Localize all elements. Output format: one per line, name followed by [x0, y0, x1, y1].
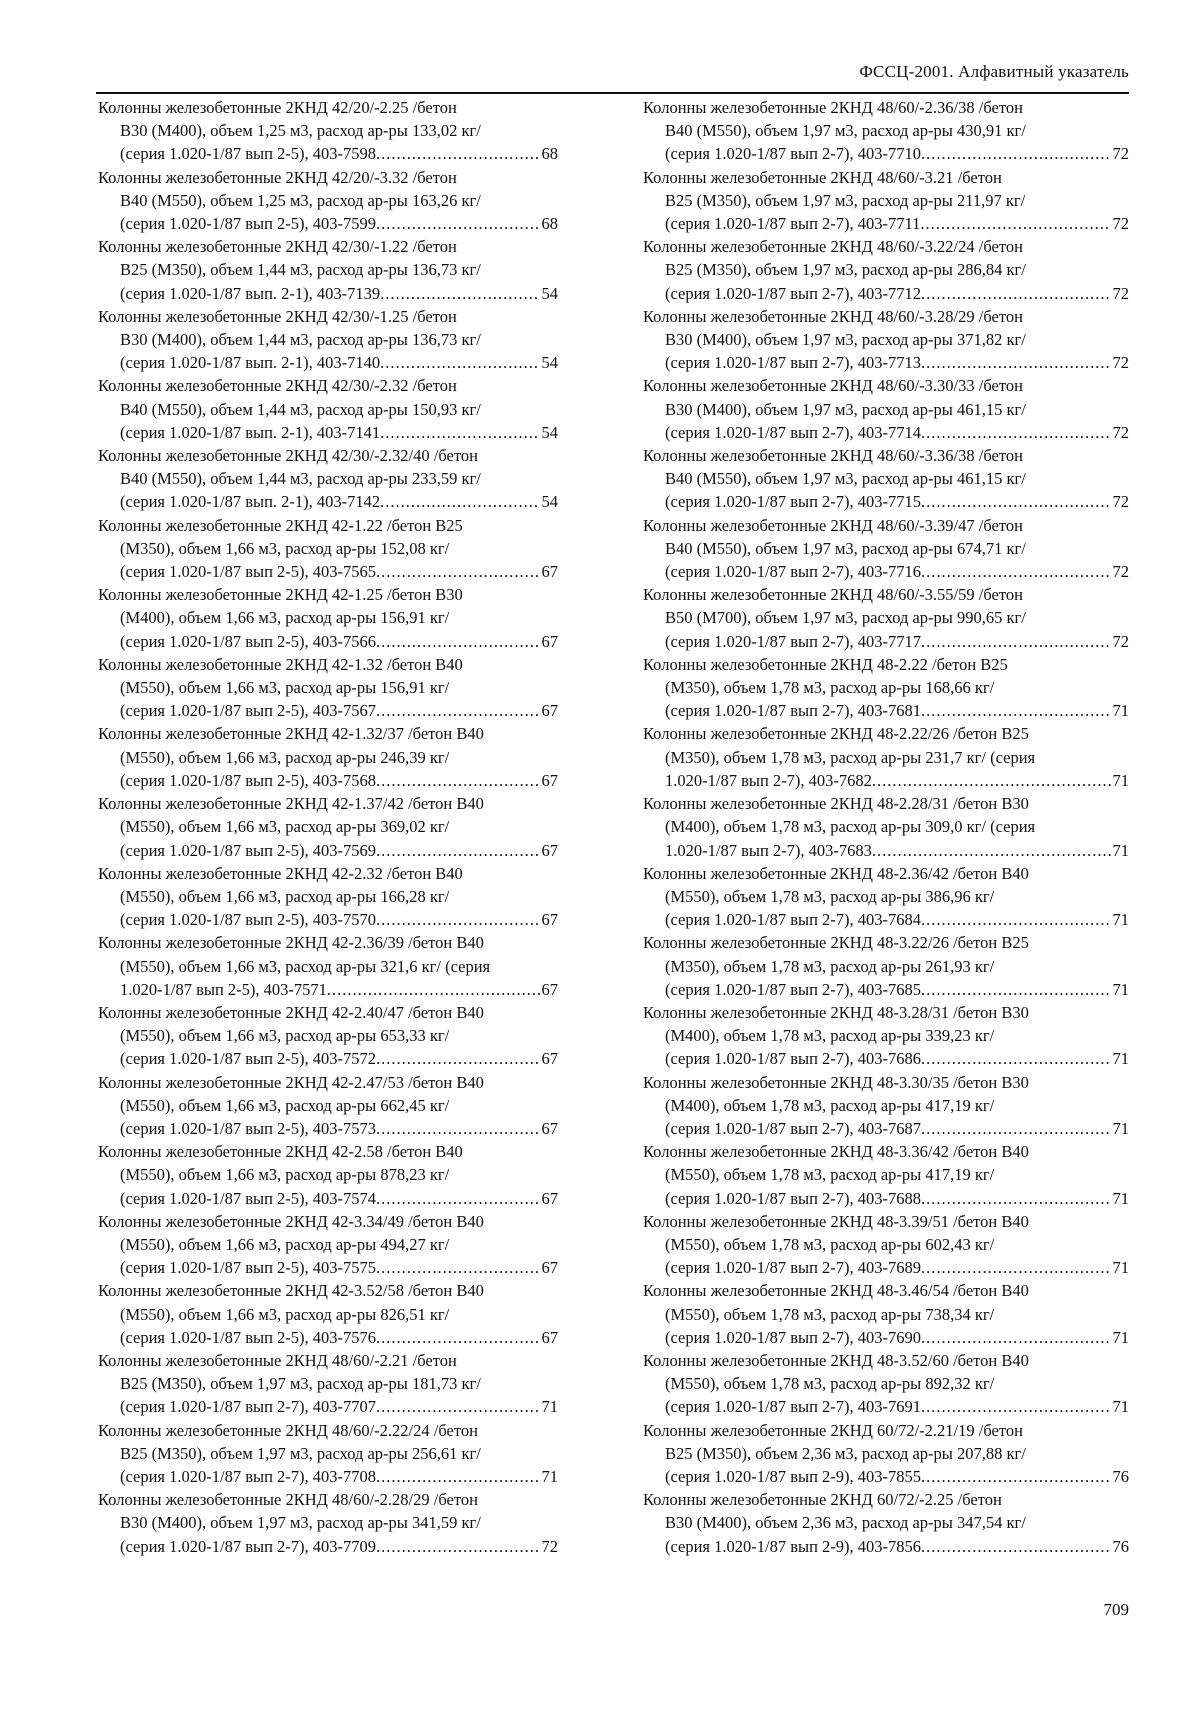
entry-title-line: Колонны железобетонные 2КНД 60/72/-2.25 /бетон	[643, 1490, 1002, 1510]
entry-title-line: Колонны железобетонные 2КНД 48-3.28/31 /бетон В30	[643, 1002, 1029, 1022]
entry-detail-line: (М550), объем 1,78 м3, расход ар-ры 386,96 кг/	[665, 886, 995, 906]
entry-title-line: Колонны железобетонные 2КНД 48/60/-3.21 /бетон	[643, 167, 1002, 187]
index-entry	[643, 1419, 1129, 1489]
index-entry	[98, 1001, 558, 1071]
dot-leader	[920, 212, 1110, 235]
index-entry	[643, 444, 1129, 514]
index-entry	[98, 444, 558, 514]
entry-title-line: Колонны железобетонные 2КНД 48/60/-3.28/29 /бетон	[643, 306, 1023, 326]
dot-leader	[921, 1395, 1110, 1418]
entry-page-number: 72	[1112, 353, 1129, 373]
index-entry	[643, 1001, 1129, 1071]
entry-page-number: 71	[1112, 770, 1129, 790]
entry-detail-line: В30 (М400), объем 1,44 м3, расход ар-ры 136,73 кг/	[120, 330, 481, 350]
entry-reference-line	[643, 1465, 1129, 1488]
index-entry	[98, 96, 558, 166]
entry-title-line: Колонны железобетонные 2КНД 42-2.58 /бетон В40	[98, 1142, 463, 1162]
entry-page-number: 67	[541, 840, 558, 860]
entry-reference-line	[98, 699, 558, 722]
entry-series-code: (серия 1.020-1/87 вып 2-7), 403-7716	[665, 562, 922, 582]
index-entry	[643, 583, 1129, 653]
entry-detail-line: В25 (М350), объем 1,97 м3, расход ар-ры 181,73 кг/	[120, 1374, 481, 1394]
dot-leader	[376, 908, 539, 931]
entry-page-number: 54	[541, 283, 558, 303]
entry-reference-line	[98, 1465, 558, 1488]
entry-page-number: 71	[1112, 1397, 1129, 1417]
entry-title-line: Колонны железобетонные 2КНД 42/20/-2.25 /бетон	[98, 98, 457, 117]
dot-leader	[921, 1326, 1110, 1349]
index-entry	[643, 722, 1129, 792]
entry-detail-line: В40 (М550), объем 1,97 м3, расход ар-ры 430,91 кг/	[665, 121, 1026, 141]
index-entry	[643, 235, 1129, 305]
entry-reference-line	[98, 1256, 558, 1279]
page-number: 709	[1103, 1600, 1129, 1619]
dot-leader	[380, 421, 539, 444]
entry-series-code: (серия 1.020-1/87 вып 2-5), 403-7568	[120, 770, 377, 790]
entry-series-code: (серия 1.020-1/87 вып 2-5), 403-7576	[120, 1327, 377, 1347]
index-entry	[98, 1140, 558, 1210]
entry-detail-line: (М550), объем 1,78 м3, расход ар-ры 892,32 кг/	[665, 1374, 995, 1394]
dot-leader	[921, 142, 1110, 165]
dot-leader	[872, 839, 1111, 862]
entry-reference-line	[98, 1187, 558, 1210]
dot-leader	[921, 978, 1110, 1001]
entry-series-code: 1.020-1/87 вып 2-5), 403-7571	[120, 979, 327, 999]
entry-detail-line: В40 (М550), объем 1,44 м3, расход ар-ры 233,59 кг/	[120, 469, 481, 489]
entry-reference-line	[643, 1326, 1129, 1349]
entry-title-line: Колонны железобетонные 2КНД 42-1.25 /бетон В30	[98, 585, 463, 605]
dot-leader	[921, 699, 1110, 722]
entry-series-code: (серия 1.020-1/87 вып 2-5), 403-7573	[120, 1118, 377, 1138]
entry-page-number: 72	[1112, 631, 1129, 651]
entry-title-line: Колонны железобетонные 2КНД 42/20/-3.32 /бетон	[98, 167, 457, 187]
index-entry	[98, 305, 558, 375]
entry-reference-line	[643, 908, 1129, 931]
index-entry	[98, 1279, 558, 1349]
entry-detail-line: (М550), объем 1,66 м3, расход ар-ры 662,45 кг/	[120, 1095, 450, 1115]
entry-title-line: Колонны железобетонные 2КНД 42-2.47/53 /бетон В40	[98, 1072, 484, 1092]
entry-detail-line: В30 (М400), объем 1,97 м3, расход ар-ры 341,59 кг/	[120, 1513, 481, 1533]
entry-page-number: 67	[541, 770, 558, 790]
entry-detail-line: (М400), объем 1,78 м3, расход ар-ры 339,23 кг/	[665, 1026, 995, 1046]
dot-leader	[327, 978, 540, 1001]
entry-page-number: 76	[1112, 1466, 1129, 1486]
dot-leader	[376, 212, 539, 235]
entry-reference-line	[98, 351, 558, 374]
entry-detail-line: (М550), объем 1,66 м3, расход ар-ры 246,39 кг/	[120, 747, 450, 767]
entry-series-code: (серия 1.020-1/87 вып 2-7), 403-7707	[120, 1397, 377, 1417]
entry-title-line: Колонны железобетонные 2КНД 48/60/-3.39/47 /бетон	[643, 515, 1023, 535]
entry-series-code: (серия 1.020-1/87 вып 2-7), 403-7685	[665, 979, 922, 999]
entry-series-code: 1.020-1/87 вып 2-7), 403-7683	[665, 840, 872, 860]
entry-title-line: Колонны железобетонные 2КНД 42/30/-1.25 /бетон	[98, 306, 457, 326]
entry-title-line: Колонны железобетонные 2КНД 42-1.37/42 /бетон В40	[98, 794, 484, 814]
entry-detail-line: В30 (М400), объем 1,97 м3, расход ар-ры 461,15 кг/	[665, 399, 1026, 419]
entry-page-number: 67	[541, 1049, 558, 1069]
index-entry	[643, 1488, 1129, 1558]
entry-title-line: Колонны железобетонные 2КНД 42-2.32 /бетон В40	[98, 863, 463, 883]
entry-series-code: (серия 1.020-1/87 вып 2-5), 403-7575	[120, 1258, 377, 1278]
entry-reference-line	[98, 839, 558, 862]
entry-reference-line	[643, 1047, 1129, 1070]
dot-leader	[380, 490, 539, 513]
entry-detail-line: (М550), объем 1,66 м3, расход ар-ры 653,33 кг/	[120, 1026, 450, 1046]
entry-page-number: 72	[1112, 422, 1129, 442]
entry-title-line: Колонны железобетонные 2КНД 48/60/-2.36/38 /бетон	[643, 98, 1023, 117]
entry-series-code: (серия 1.020-1/87 вып 2-7), 403-7714	[665, 422, 922, 442]
entry-page-number: 54	[541, 492, 558, 512]
entry-page-number: 71	[1112, 1118, 1129, 1138]
index-entry	[643, 374, 1129, 444]
entry-series-code: (серия 1.020-1/87 вып 2-5), 403-7566	[120, 631, 377, 651]
entry-detail-line: (М550), объем 1,78 м3, расход ар-ры 602,43 кг/	[665, 1234, 995, 1254]
entry-reference-line	[98, 769, 558, 792]
entry-detail-line: (М550), объем 1,66 м3, расход ар-ры 321,6 кг/ (серия	[120, 956, 491, 976]
entry-page-number: 71	[1112, 1258, 1129, 1278]
dot-leader	[921, 1535, 1110, 1558]
entry-series-code: (серия 1.020-1/87 вып 2-7), 403-7713	[665, 353, 922, 373]
entry-detail-line: (М550), объем 1,66 м3, расход ар-ры 369,02 кг/	[120, 817, 450, 837]
dot-leader	[921, 908, 1110, 931]
entry-page-number: 72	[1112, 144, 1129, 164]
entry-detail-line: (М550), объем 1,78 м3, расход ар-ры 738,34 кг/	[665, 1304, 995, 1324]
entry-series-code: (серия 1.020-1/87 вып 2-5), 403-7574	[120, 1188, 377, 1208]
entry-title-line: Колонны железобетонные 2КНД 48/60/-2.28/29 /бетон	[98, 1490, 478, 1510]
entry-page-number: 76	[1112, 1536, 1129, 1556]
entry-reference-line	[98, 1535, 558, 1558]
entry-title-line: Колонны железобетонные 2КНД 48/60/-2.22/24 /бетон	[98, 1420, 478, 1440]
entry-title-line: Колонны железобетонные 2КНД 42-1.22 /бетон В25	[98, 515, 463, 535]
entry-detail-line: (М350), объем 1,78 м3, расход ар-ры 231,7 кг/ (серия	[665, 747, 1036, 767]
index-entry	[98, 1071, 558, 1141]
entry-reference-line	[98, 908, 558, 931]
entry-title-line: Колонны железобетонные 2КНД 48-2.22 /бетон В25	[643, 654, 1008, 674]
dot-leader	[921, 1256, 1110, 1279]
entry-series-code: (серия 1.020-1/87 вып 2-7), 403-7687	[665, 1118, 922, 1138]
entry-reference-line	[643, 1187, 1129, 1210]
index-column-right	[643, 96, 1129, 1558]
dot-leader	[376, 1256, 539, 1279]
dot-leader	[872, 769, 1111, 792]
entry-page-number: 67	[541, 1188, 558, 1208]
entry-reference-line	[643, 699, 1129, 722]
dot-leader	[921, 421, 1110, 444]
entry-page-number: 68	[541, 144, 558, 164]
entry-reference-line	[643, 1535, 1129, 1558]
entry-series-code: (серия 1.020-1/87 вып 2-7), 403-7689	[665, 1258, 922, 1278]
entry-series-code: (серия 1.020-1/87 вып 2-7), 403-7681	[665, 701, 922, 721]
entry-series-code: (серия 1.020-1/87 вып 2-7), 403-7709	[120, 1536, 377, 1556]
entry-reference-line	[643, 282, 1129, 305]
entry-reference-line	[643, 421, 1129, 444]
entry-detail-line: В25 (М350), объем 1,97 м3, расход ар-ры 256,61 кг/	[120, 1443, 481, 1463]
entry-reference-line	[98, 421, 558, 444]
entry-page-number: 72	[541, 1536, 558, 1556]
entry-title-line: Колонны железобетонные 2КНД 48-3.39/51 /бетон В40	[643, 1211, 1029, 1231]
entry-page-number: 72	[1112, 283, 1129, 303]
entry-detail-line: (М550), объем 1,66 м3, расход ар-ры 156,91 кг/	[120, 678, 450, 698]
index-entry	[643, 96, 1129, 166]
entry-page-number: 71	[1112, 840, 1129, 860]
entry-series-code: (серия 1.020-1/87 вып 2-7), 403-7711	[665, 214, 921, 234]
entry-title-line: Колонны железобетонные 2КНД 42/30/-2.32/40 /бетон	[98, 446, 478, 466]
entry-title-line: Колонны железобетонные 2КНД 48/60/-3.22/24 /бетон	[643, 237, 1023, 257]
entry-detail-line: В25 (М350), объем 1,97 м3, расход ар-ры 211,97 кг/	[665, 190, 1026, 210]
entry-title-line: Колонны железобетонные 2КНД 48-3.30/35 /бетон В30	[643, 1072, 1029, 1092]
entry-title-line: Колонны железобетонные 2КНД 42/30/-1.22 /бетон	[98, 237, 457, 257]
entry-series-code: (серия 1.020-1/87 вып. 2-1), 403-7139	[120, 283, 381, 303]
entry-detail-line: (М400), объем 1,78 м3, расход ар-ры 417,19 кг/	[665, 1095, 995, 1115]
index-entry	[98, 1349, 558, 1419]
entry-page-number: 67	[541, 701, 558, 721]
entry-reference-line	[643, 1256, 1129, 1279]
entry-reference-line	[98, 282, 558, 305]
entry-detail-line: В40 (М550), объем 1,97 м3, расход ар-ры 674,71 кг/	[665, 538, 1026, 558]
entry-title-line: Колонны железобетонные 2КНД 48-2.36/42 /бетон В40	[643, 863, 1029, 883]
entry-page-number: 72	[1112, 492, 1129, 512]
index-entry	[98, 653, 558, 723]
entry-reference-line	[98, 1326, 558, 1349]
entry-series-code: (серия 1.020-1/87 вып 2-7), 403-7717	[665, 631, 922, 651]
index-entry	[643, 514, 1129, 584]
index-entry	[643, 1210, 1129, 1280]
entry-title-line: Колонны железобетонные 2КНД 48-2.22/26 /бетон В25	[643, 724, 1029, 744]
entry-title-line: Колонны железобетонные 2КНД 42-2.40/47 /бетон В40	[98, 1002, 484, 1022]
entry-series-code: (серия 1.020-1/87 вып 2-7), 403-7684	[665, 910, 922, 930]
entry-series-code: (серия 1.020-1/87 вып 2-5), 403-7598	[120, 144, 377, 164]
entry-reference-line	[98, 212, 558, 235]
index-entry	[643, 862, 1129, 932]
index-column-left	[98, 96, 558, 1558]
entry-reference-line	[98, 142, 558, 165]
entry-page-number: 72	[1112, 214, 1129, 234]
header-rule	[96, 92, 1129, 94]
entry-page-number: 71	[1112, 1049, 1129, 1069]
entry-page-number: 67	[541, 562, 558, 582]
entry-title-line: Колонны железобетонные 2КНД 48/60/-3.30/33 /бетон	[643, 376, 1023, 396]
dot-leader	[376, 1117, 539, 1140]
entry-detail-line: В30 (М400), объем 1,25 м3, расход ар-ры 133,02 кг/	[120, 121, 481, 141]
entry-page-number: 68	[541, 214, 558, 234]
dot-leader	[376, 839, 539, 862]
entry-page-number: 72	[1112, 562, 1129, 582]
index-entry	[98, 583, 558, 653]
index-entry	[98, 166, 558, 236]
entry-series-code: (серия 1.020-1/87 вып 2-7), 403-7691	[665, 1397, 922, 1417]
entry-detail-line: (М350), объем 1,78 м3, расход ар-ры 261,93 кг/	[665, 956, 995, 976]
entry-title-line: Колонны железобетонные 2КНД 48-3.46/54 /бетон В40	[643, 1281, 1029, 1301]
entry-series-code: (серия 1.020-1/87 вып. 2-1), 403-7140	[120, 353, 381, 373]
entry-detail-line: (М550), объем 1,66 м3, расход ар-ры 878,23 кг/	[120, 1165, 450, 1185]
index-entry	[98, 862, 558, 932]
entry-page-number: 71	[1112, 1327, 1129, 1347]
dot-leader	[376, 630, 539, 653]
dot-leader	[921, 1047, 1110, 1070]
entry-reference-line	[643, 212, 1129, 235]
entry-title-line: Колонны железобетонные 2КНД 42-2.36/39 /бетон В40	[98, 933, 484, 953]
dot-leader	[376, 1326, 539, 1349]
entry-reference-line	[98, 1047, 558, 1070]
entry-series-code: (серия 1.020-1/87 вып 2-5), 403-7565	[120, 562, 377, 582]
dot-leader	[376, 769, 539, 792]
entry-title-line: Колонны железобетонные 2КНД 60/72/-2.21/19 /бетон	[643, 1420, 1023, 1440]
entry-reference-line	[643, 978, 1129, 1001]
entry-detail-line: (М400), объем 1,66 м3, расход ар-ры 156,91 кг/	[120, 608, 450, 628]
index-entry	[98, 1419, 558, 1489]
dot-leader	[380, 282, 539, 305]
entry-page-number: 71	[541, 1466, 558, 1486]
index-entry	[98, 792, 558, 862]
dot-leader	[921, 490, 1110, 513]
entry-series-code: (серия 1.020-1/87 вып 2-7), 403-7686	[665, 1049, 922, 1069]
entry-series-code: (серия 1.020-1/87 вып 2-9), 403-7855	[665, 1466, 922, 1486]
index-entry	[98, 514, 558, 584]
entry-title-line: Колонны железобетонные 2КНД 48-3.36/42 /бетон В40	[643, 1142, 1029, 1162]
entry-page-number: 67	[541, 1327, 558, 1347]
index-entry	[98, 1488, 558, 1558]
dot-leader	[376, 1047, 539, 1070]
entry-page-number: 67	[541, 979, 558, 999]
dot-leader	[921, 560, 1110, 583]
index-entry	[643, 305, 1129, 375]
entry-detail-line: В40 (М550), объем 1,97 м3, расход ар-ры 461,15 кг/	[665, 469, 1026, 489]
dot-leader	[376, 1535, 539, 1558]
entry-detail-line: (М550), объем 1,66 м3, расход ар-ры 826,51 кг/	[120, 1304, 450, 1324]
entry-title-line: Колонны железобетонные 2КНД 48/60/-2.21 /бетон	[98, 1350, 457, 1370]
entry-title-line: Колонны железобетонные 2КНД 48-2.28/31 /бетон В30	[643, 794, 1029, 814]
index-entry	[98, 374, 558, 444]
index-entry	[98, 722, 558, 792]
entry-series-code: (серия 1.020-1/87 вып 2-9), 403-7856	[665, 1536, 922, 1556]
entry-reference-line	[643, 142, 1129, 165]
entry-title-line: Колонны железобетонные 2КНД 42-1.32/37 /бетон В40	[98, 724, 484, 744]
index-entry	[643, 1071, 1129, 1141]
entry-reference-line	[643, 490, 1129, 513]
index-entry	[643, 931, 1129, 1001]
entry-detail-line: В50 (М700), объем 1,97 м3, расход ар-ры 990,65 кг/	[665, 608, 1026, 628]
entry-reference-line	[643, 1395, 1129, 1418]
entry-series-code: (серия 1.020-1/87 вып 2-5), 403-7572	[120, 1049, 377, 1069]
entry-reference-line	[98, 490, 558, 513]
entry-detail-line: В30 (М400), объем 1,97 м3, расход ар-ры 371,82 кг/	[665, 330, 1026, 350]
entry-detail-line: (М550), объем 1,78 м3, расход ар-ры 417,19 кг/	[665, 1165, 995, 1185]
entry-series-code: (серия 1.020-1/87 вып 2-7), 403-7688	[665, 1188, 922, 1208]
entry-series-code: (серия 1.020-1/87 вып 2-7), 403-7690	[665, 1327, 922, 1347]
dot-leader	[380, 351, 539, 374]
entry-series-code: (серия 1.020-1/87 вып 2-5), 403-7599	[120, 214, 377, 234]
entry-series-code: (серия 1.020-1/87 вып. 2-1), 403-7142	[120, 492, 381, 512]
entry-reference-line	[98, 630, 558, 653]
entry-page-number: 71	[1112, 701, 1129, 721]
entry-series-code: (серия 1.020-1/87 вып 2-5), 403-7570	[120, 910, 377, 930]
entry-page-number: 54	[541, 422, 558, 442]
dot-leader	[921, 1117, 1110, 1140]
entry-page-number: 71	[1112, 979, 1129, 999]
entry-detail-line: (М400), объем 1,78 м3, расход ар-ры 309,0 кг/ (серия	[665, 817, 1036, 837]
entry-reference-line	[98, 560, 558, 583]
entry-reference-line	[643, 839, 1129, 862]
dot-leader	[376, 699, 539, 722]
entry-reference-line	[643, 630, 1129, 653]
entry-series-code: (серия 1.020-1/87 вып 2-7), 403-7710	[665, 144, 922, 164]
dot-leader	[921, 282, 1110, 305]
dot-leader	[376, 1465, 539, 1488]
entry-title-line: Колонны железобетонные 2КНД 48/60/-3.36/38 /бетон	[643, 446, 1023, 466]
entry-detail-line: В30 (М400), объем 2,36 м3, расход ар-ры 347,54 кг/	[665, 1513, 1026, 1533]
index-entry	[98, 1210, 558, 1280]
entry-reference-line	[98, 978, 558, 1001]
entry-title-line: Колонны железобетонные 2КНД 42-3.34/49 /бетон В40	[98, 1211, 484, 1231]
index-entry	[643, 1140, 1129, 1210]
entry-detail-line: В25 (М350), объем 1,97 м3, расход ар-ры 286,84 кг/	[665, 260, 1026, 280]
dot-leader	[376, 1395, 539, 1418]
entry-page-number: 71	[1112, 1188, 1129, 1208]
index-entry	[643, 166, 1129, 236]
entry-series-code: (серия 1.020-1/87 вып 2-5), 403-7569	[120, 840, 377, 860]
entry-reference-line	[98, 1395, 558, 1418]
dot-leader	[921, 1187, 1110, 1210]
entry-series-code: (серия 1.020-1/87 вып 2-7), 403-7712	[665, 283, 922, 303]
entry-reference-line	[643, 1117, 1129, 1140]
entry-detail-line: (М550), объем 1,66 м3, расход ар-ры 494,27 кг/	[120, 1234, 450, 1254]
entry-page-number: 54	[541, 353, 558, 373]
index-entry	[643, 792, 1129, 862]
entry-detail-line: В40 (М550), объем 1,44 м3, расход ар-ры 150,93 кг/	[120, 399, 481, 419]
entry-series-code: (серия 1.020-1/87 вып. 2-1), 403-7141	[120, 422, 381, 442]
index-entry	[98, 235, 558, 305]
entry-detail-line: В40 (М550), объем 1,25 м3, расход ар-ры 163,26 кг/	[120, 190, 481, 210]
entry-page-number: 67	[541, 910, 558, 930]
entry-page-number: 67	[541, 1258, 558, 1278]
entry-detail-line: В25 (М350), объем 2,36 м3, расход ар-ры 207,88 кг/	[665, 1443, 1026, 1463]
dot-leader	[921, 630, 1110, 653]
entry-title-line: Колонны железобетонные 2КНД 48-3.22/26 /бетон В25	[643, 933, 1029, 953]
entry-series-code: (серия 1.020-1/87 вып 2-7), 403-7715	[665, 492, 922, 512]
dot-leader	[376, 560, 539, 583]
entry-series-code: 1.020-1/87 вып 2-7), 403-7682	[665, 770, 872, 790]
entry-detail-line: (М350), объем 1,78 м3, расход ар-ры 168,66 кг/	[665, 678, 995, 698]
entry-series-code: (серия 1.020-1/87 вып 2-5), 403-7567	[120, 701, 377, 721]
entry-title-line: Колонны железобетонные 2КНД 42-1.32 /бетон В40	[98, 654, 463, 674]
entry-reference-line	[643, 560, 1129, 583]
entry-detail-line: (М550), объем 1,66 м3, расход ар-ры 166,28 кг/	[120, 886, 450, 906]
index-entry	[643, 653, 1129, 723]
index-entry	[643, 1349, 1129, 1419]
dot-leader	[921, 351, 1110, 374]
entry-title-line: Колонны железобетонные 2КНД 48/60/-3.55/59 /бетон	[643, 585, 1023, 605]
entry-reference-line	[643, 351, 1129, 374]
entry-series-code: (серия 1.020-1/87 вып 2-7), 403-7708	[120, 1466, 377, 1486]
dot-leader	[376, 142, 539, 165]
entry-page-number: 67	[541, 1118, 558, 1138]
entry-title-line: Колонны железобетонные 2КНД 48-3.52/60 /бетон В40	[643, 1350, 1029, 1370]
dot-leader	[921, 1465, 1110, 1488]
entry-detail-line: В25 (М350), объем 1,44 м3, расход ар-ры 136,73 кг/	[120, 260, 481, 280]
entry-reference-line	[643, 769, 1129, 792]
entry-title-line: Колонны железобетонные 2КНД 42-3.52/58 /бетон В40	[98, 1281, 484, 1301]
running-header: ФССЦ-2001. Алфавитный указатель	[859, 62, 1129, 81]
entry-page-number: 71	[1112, 910, 1129, 930]
entry-reference-line	[98, 1117, 558, 1140]
entry-title-line: Колонны железобетонные 2КНД 42/30/-2.32 /бетон	[98, 376, 457, 396]
entry-page-number: 67	[541, 631, 558, 651]
entry-detail-line: (М350), объем 1,66 м3, расход ар-ры 152,08 кг/	[120, 538, 450, 558]
dot-leader	[376, 1187, 539, 1210]
index-entry	[98, 931, 558, 1001]
entry-page-number: 71	[541, 1397, 558, 1417]
index-entry	[643, 1279, 1129, 1349]
